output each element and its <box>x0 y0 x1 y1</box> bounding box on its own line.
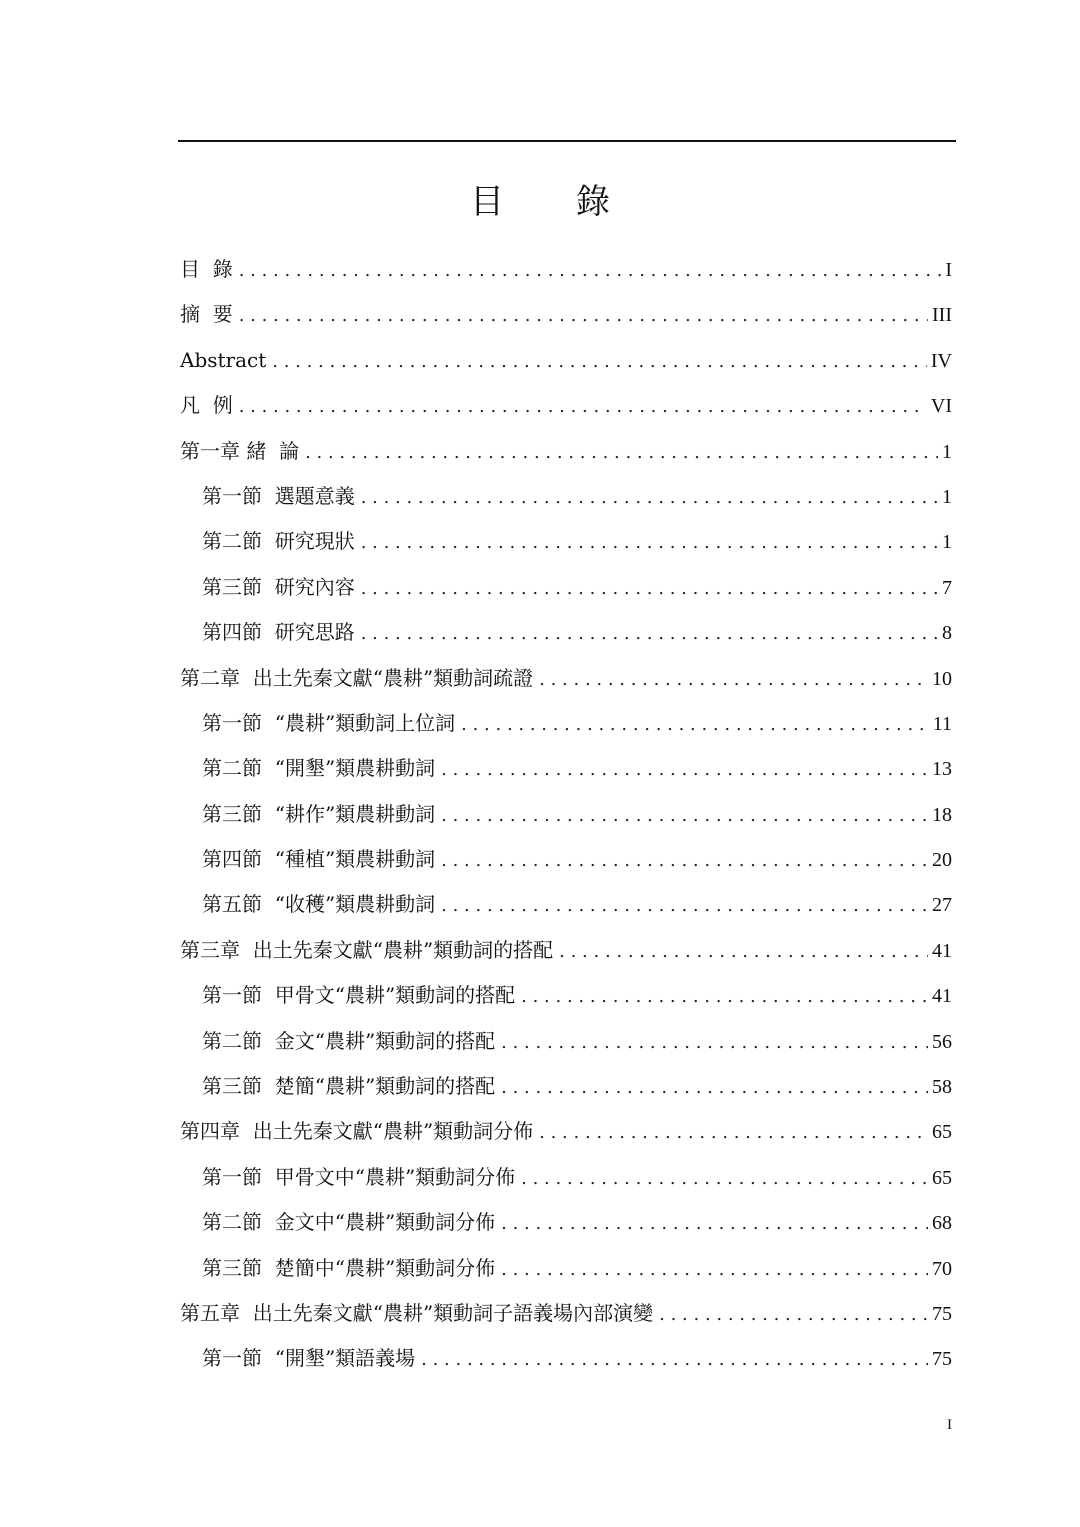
toc-section-entry[interactable] <box>180 882 952 927</box>
toc-entry-label: 目 錄 <box>180 257 233 281</box>
toc-chapter-entry[interactable] <box>180 247 952 292</box>
toc-entry-label: 第二章 出土先秦文獻“農耕”類動詞疏證 <box>180 665 534 690</box>
toc-entry-page: 20 <box>932 849 952 872</box>
toc-chapter-entry[interactable] <box>180 429 952 474</box>
toc-dot-leader <box>501 1020 928 1065</box>
toc-entry-label: 第一節 “開墾”類語義場 <box>202 1346 416 1371</box>
toc-section-entry[interactable] <box>180 610 952 655</box>
toc-section-entry[interactable] <box>180 1246 952 1291</box>
toc-dot-leader <box>239 248 942 293</box>
table-of-contents <box>180 247 952 1382</box>
toc-entry-page: 58 <box>932 1076 952 1099</box>
toc-dot-leader <box>361 520 938 565</box>
toc-dot-leader <box>521 974 928 1019</box>
toc-dot-leader <box>501 1065 928 1110</box>
toc-entry-label: 凡 例 <box>180 393 233 418</box>
toc-entry-label: Abstract <box>180 347 267 372</box>
toc-dot-leader <box>441 747 928 792</box>
toc-entry-label: 第二節 金文中“農耕”類動詞分佈 <box>202 1210 496 1235</box>
toc-section-entry[interactable] <box>180 837 952 882</box>
toc-dot-leader <box>441 883 928 928</box>
toc-entry-page: 27 <box>932 894 952 917</box>
toc-dot-leader <box>521 1156 928 1201</box>
toc-section-entry[interactable] <box>180 1336 952 1381</box>
toc-entry-label: 第五章 出土先秦文獻“農耕”類動詞子語義場內部演變 <box>180 1300 654 1325</box>
toc-section-entry[interactable] <box>180 1155 952 1200</box>
toc-dot-leader <box>501 1201 928 1246</box>
toc-entry-page: 11 <box>932 712 952 735</box>
toc-section-entry[interactable] <box>180 474 952 519</box>
toc-entry-page: 75 <box>932 1302 952 1325</box>
toc-entry-label: 第一章 緒 論 <box>180 438 300 463</box>
toc-chapter-entry[interactable] <box>180 383 952 428</box>
toc-entry-page: VI <box>930 395 952 418</box>
toc-entry-page: 7 <box>942 576 952 599</box>
toc-dot-leader <box>239 384 927 429</box>
toc-section-entry[interactable] <box>180 565 952 610</box>
toc-dot-leader <box>421 1337 928 1382</box>
toc-chapter-entry[interactable] <box>180 338 952 383</box>
toc-entry-page: 56 <box>932 1030 952 1053</box>
toc-entry-label: 第三節 楚簡中“農耕”類動詞分佈 <box>202 1255 496 1280</box>
toc-entry-page: 10 <box>932 667 952 690</box>
toc-section-entry[interactable] <box>180 792 952 837</box>
toc-dot-leader <box>239 293 928 338</box>
toc-chapter-entry[interactable] <box>180 1109 952 1154</box>
toc-section-entry[interactable] <box>180 519 952 564</box>
toc-chapter-entry[interactable] <box>180 928 952 973</box>
toc-entry-label: 第三章 出土先秦文獻“農耕”類動詞的搭配 <box>180 937 554 962</box>
toc-entry-label: 第三節 “耕作”類農耕動詞 <box>202 801 436 826</box>
toc-entry-page: 70 <box>932 1257 952 1280</box>
toc-entry-label: 第一節 選題意義 <box>202 483 355 508</box>
toc-dot-leader <box>461 702 929 747</box>
toc-section-entry[interactable] <box>180 1200 952 1245</box>
toc-dot-leader <box>501 1247 928 1292</box>
toc-entry-page: 68 <box>932 1212 952 1235</box>
toc-entry-page: 1 <box>942 440 952 463</box>
toc-entry-page: 13 <box>932 758 952 781</box>
header-rule <box>178 140 956 142</box>
toc-entry-page: 18 <box>932 803 952 826</box>
toc-dot-leader <box>305 430 938 475</box>
toc-entry-label: 第五節 “收穫”類農耕動詞 <box>202 892 436 917</box>
page-title: 目 錄 <box>469 182 641 222</box>
toc-section-entry[interactable] <box>180 1019 952 1064</box>
toc-entry-label: 第二節 “開墾”類農耕動詞 <box>202 756 436 781</box>
toc-entry-label: 第三節 楚簡“農耕”類動詞的搭配 <box>202 1074 496 1099</box>
toc-entry-page: 41 <box>932 939 952 962</box>
toc-section-entry[interactable] <box>180 1064 952 1109</box>
toc-entry-page: 1 <box>942 485 952 508</box>
toc-dot-leader <box>441 793 928 838</box>
toc-dot-leader <box>659 1292 928 1337</box>
toc-entry-page: I <box>945 259 952 281</box>
toc-chapter-entry[interactable] <box>180 656 952 701</box>
toc-entry-page: 75 <box>932 1348 952 1371</box>
page-number: I <box>947 1417 952 1433</box>
toc-entry-label: 第一節 “農耕”類動詞上位詞 <box>202 710 456 735</box>
toc-entry-label: 第一節 甲骨文“農耕”類動詞的搭配 <box>202 983 516 1008</box>
toc-dot-leader <box>361 475 938 520</box>
toc-entry-label: 第三節 研究內容 <box>202 574 355 599</box>
toc-entry-label: 第一節 甲骨文中“農耕”類動詞分佈 <box>202 1164 516 1189</box>
toc-entry-page: III <box>932 304 952 327</box>
toc-entry-page: IV <box>930 349 952 372</box>
toc-section-entry[interactable] <box>180 746 952 791</box>
toc-entry-page: 65 <box>932 1166 952 1189</box>
toc-section-entry[interactable] <box>180 973 952 1018</box>
toc-entry-page: 65 <box>932 1121 952 1144</box>
toc-entry-label: 第二節 金文“農耕”類動詞的搭配 <box>202 1028 496 1053</box>
toc-section-entry[interactable] <box>180 701 952 746</box>
toc-dot-leader <box>361 611 938 656</box>
toc-chapter-entry[interactable] <box>180 1291 952 1336</box>
toc-entry-label: 第四節 “種植”類農耕動詞 <box>202 847 436 872</box>
toc-dot-leader <box>361 566 938 611</box>
toc-dot-leader <box>272 339 927 384</box>
toc-chapter-entry[interactable] <box>180 292 952 337</box>
toc-entry-page: 8 <box>942 622 952 645</box>
toc-dot-leader <box>559 929 928 974</box>
toc-dot-leader <box>539 657 928 702</box>
toc-dot-leader <box>441 838 928 883</box>
toc-entry-label: 第四章 出土先秦文獻“農耕”類動詞分佈 <box>180 1119 534 1144</box>
toc-entry-label: 摘 要 <box>180 302 233 327</box>
toc-entry-label: 第二節 研究現狀 <box>202 529 355 554</box>
toc-entry-label: 第四節 研究思路 <box>202 620 355 645</box>
toc-entry-page: 41 <box>932 985 952 1008</box>
toc-dot-leader <box>539 1110 928 1155</box>
toc-entry-page: 1 <box>942 531 952 554</box>
